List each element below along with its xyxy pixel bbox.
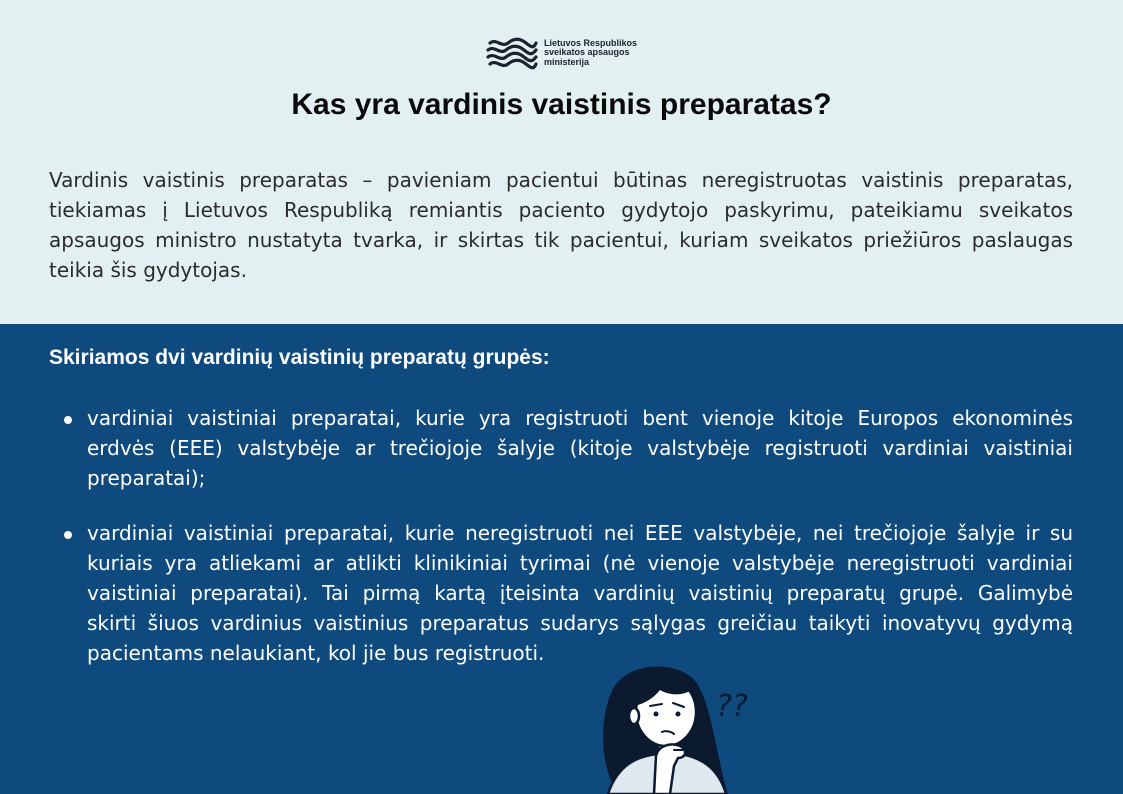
definition-paragraph — [49, 165, 1073, 285]
question-marks: ?? — [716, 689, 748, 724]
ministry-logo-icon — [486, 36, 538, 70]
ministry-logo — [486, 36, 637, 70]
logo-line: Lietuvos Respublikos — [544, 37, 638, 48]
list-line: erdvės (EEE) valstybėje ar trečiojoje šalyje (kitoje valstybėje registruoti vardiniai vaistiniai — [87, 436, 1073, 460]
thinking-woman-icon — [578, 654, 758, 794]
list-item — [49, 403, 1073, 493]
bullet-icon — [64, 531, 72, 539]
list-line: skirti šiuos vardinius vaistinius preparatus sudarys sąlygas greičiau taikyti inovatyvų gydymą — [87, 611, 1073, 635]
list-line: vardiniai vaistiniai preparatai, kurie yra registruoti bent vienoje kitoje Europos ekonominės — [87, 406, 1073, 430]
list-line: vaistiniai preparatai). Tai pirmą kartą įteisinta vardinių vaistinių preparatų grupė. Galimybė — [87, 581, 1073, 605]
paragraph-line: tiekiamas į Lietuvos Respubliką remiantis paciento gydytojo paskyrimu, pateikiamu sveikatos — [49, 198, 1073, 222]
page-title: Kas yra vardinis vaistinis preparatas? — [291, 88, 832, 121]
logo-line: ministerija — [544, 56, 590, 67]
paragraph-line: teikia šis gydytojas. — [49, 258, 247, 282]
logo-line: sveikatos apsaugos — [544, 47, 630, 58]
list-line: preparatai); — [87, 466, 206, 490]
groups-section — [0, 324, 1123, 794]
paragraph-line: apsaugos ministro nustatyta tvarka, ir skirtas tik pacientui, kuriam sveikatos priežiūros paslaugas — [49, 228, 1073, 252]
list-item — [49, 518, 1073, 668]
list-line: pacientams nelaukiant, kol jie bus registruoti. — [87, 641, 545, 665]
list-line: vardiniai vaistiniai preparatai, kurie neregistruoti nei EEE valstybėje, nei trečiojoje šalyje ir su — [87, 521, 1073, 545]
groups-heading: Skiriamos dvi vardinių vaistinių preparatų grupės: — [49, 346, 550, 369]
logo-text — [544, 39, 637, 68]
groups-list — [49, 403, 1073, 668]
intro-section — [0, 0, 1123, 324]
bullet-icon — [64, 416, 72, 424]
paragraph-line: Vardinis vaistinis preparatas – pavieniam pacientui būtinas neregistruotas vaistinis preparatas, — [49, 168, 1073, 192]
list-line: kuriais yra atliekami ar atlikti klinikiniai tyrimai (nė vienoje valstybėje neregistruoti vardiniai — [87, 551, 1073, 575]
